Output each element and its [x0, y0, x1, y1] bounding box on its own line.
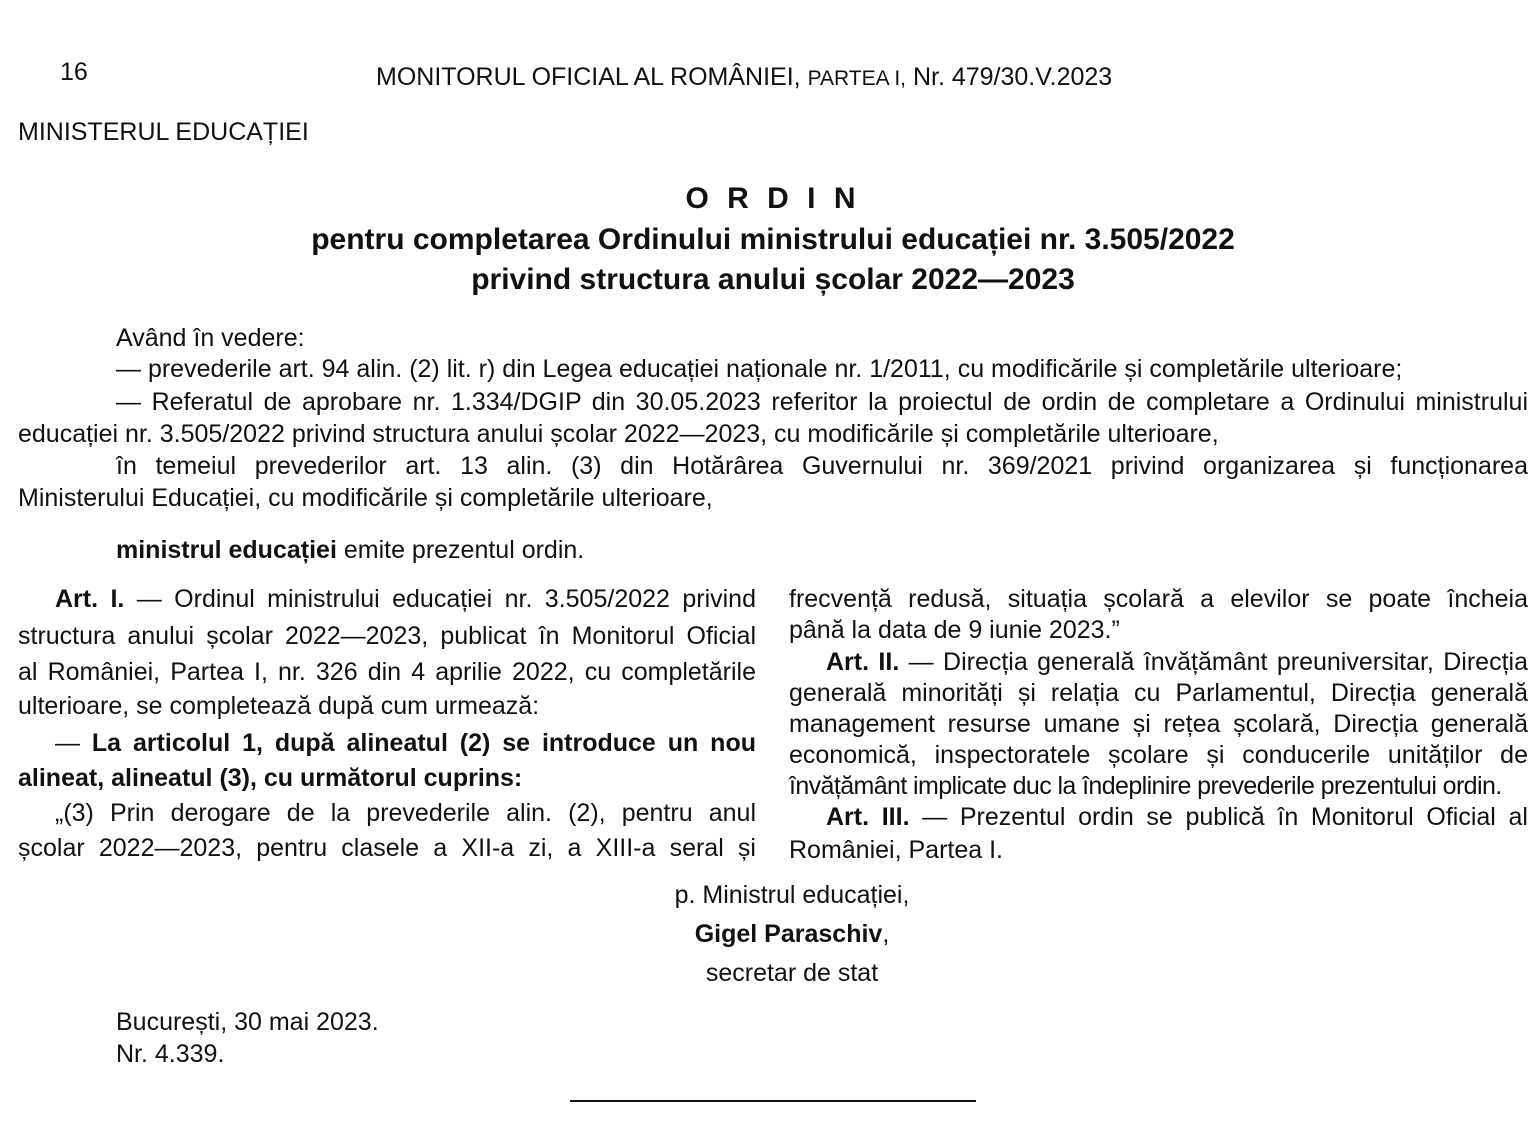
legal-basis-line-2: Ministerului Educației, cu modificările și completările ulterioare,	[18, 484, 713, 512]
document-title-line-1: pentru completarea Ordinului ministrului educației nr. 3.505/2022	[311, 223, 1235, 256]
signature-on-behalf: p. Ministrul educației,	[674, 881, 910, 909]
page-number: 16	[60, 58, 88, 86]
article-2-text: — Direcția generală învățământ preuniversitar, Direcția	[899, 648, 1528, 676]
place-and-date: București, 30 mai 2023.	[116, 1008, 379, 1036]
article-1-text: — Ordinul ministrului educației nr. 3.505/2022 privind	[124, 585, 756, 613]
preamble-item-1: — prevederile art. 94 alin. (2) lit. r) din Legea educației naționale nr. 1/2011, cu modificările și completările ulterioare;	[116, 355, 1403, 383]
quote-line-2: școlar 2022—2023, pentru clasele a XII-a zi, a XIII-a seral și	[18, 834, 756, 862]
article-2-line-5: învățământ implicate duc la îndeplinire prevederile prezentului ordin.	[789, 772, 1502, 800]
issue-number: Nr. 479/30.V.2023	[912, 63, 1113, 91]
article-2-line-2: generală minorități și relația cu Parlamentul, Direcția generală	[789, 679, 1528, 707]
legal-basis-line-1: în temeiul prevederilor art. 13 alin. (3) din Hotărârea Guvernului nr. 369/2021 privind organizarea și funcționarea	[116, 452, 1528, 480]
publication-part: PARTEA I,	[807, 67, 906, 90]
signatory-role: secretar de stat	[705, 959, 879, 987]
running-header	[376, 63, 1112, 92]
quote-line-1: „(3) Prin derogare de la prevederile alin. (2), pentru anul	[55, 799, 756, 827]
article-1-line-1	[55, 583, 756, 615]
issuing-ministry: MINISTERUL EDUCAȚIEI	[18, 118, 309, 146]
emitting-formula	[116, 534, 584, 566]
article-2-line-4: economică, inspectoratele școlare și conducerile unităților de	[789, 741, 1528, 769]
publication-name: MONITORUL OFICIAL AL ROMÂNIEI,	[376, 63, 801, 91]
article-3-text: — Prezentul ordin se publică în Monitorul Oficial al	[909, 803, 1528, 831]
document-title-line-2: privind structura anului școlar 2022—2023	[471, 263, 1075, 296]
amendment-line-2: alineat, alineatul (3), cu următorul cuprins:	[18, 764, 523, 792]
section-divider	[570, 1100, 976, 1102]
article-1-line-4: ulterioare, se completează după cum urmează:	[18, 692, 540, 720]
preamble-intro: Având în vedere:	[116, 324, 305, 352]
article-2-line-3: management resurse umane și rețea școlară, Direcția generală	[789, 710, 1528, 738]
quote-line-4: până la data de 9 iunie 2023.”	[789, 616, 1120, 644]
signatory-name: Gigel Paraschiv	[694, 920, 883, 948]
article-2-line-1	[826, 646, 1528, 678]
article-1-label: Art. I.	[55, 585, 125, 613]
article-3-line-1	[826, 801, 1528, 833]
signatory	[560, 915, 1024, 954]
quote-line-3: frecvență redusă, situația școlară a elevilor se poate încheia	[789, 585, 1528, 613]
emitting-text: emite prezentul ordin.	[336, 536, 585, 564]
order-number: Nr. 4.339.	[116, 1040, 225, 1068]
amendment-instruction: La articolul 1, după alineatul (2) se introduce un nou	[91, 729, 756, 757]
article-3-label: Art. III.	[826, 803, 910, 831]
preamble-item-2-line-2: educației nr. 3.505/2022 privind structura anului școlar 2022—2023, cu modificările și completările ulterioare,	[18, 420, 1219, 448]
document-type: O R D I N	[685, 182, 861, 215]
amendment-dash: —	[55, 729, 92, 757]
article-2-label: Art. II.	[826, 648, 900, 676]
article-1-line-3: al României, Partea I, nr. 326 din 4 aprilie 2022, cu completările	[18, 658, 756, 686]
signatory-name-suffix: ,	[882, 920, 890, 948]
amendment-line-1	[55, 727, 756, 759]
emitting-authority: ministrul educației	[116, 536, 337, 564]
signature-block	[560, 876, 1024, 993]
preamble-item-2-line-1: — Referatul de aprobare nr. 1.334/DGIP din 30.05.2023 referitor la proiectul de ordin de completare a Ordinului ministrului	[116, 388, 1528, 416]
article-3-line-2: României, Partea I.	[789, 836, 1003, 864]
article-1-line-2: structura anului școlar 2022—2023, publicat în Monitorul Oficial	[18, 622, 756, 650]
